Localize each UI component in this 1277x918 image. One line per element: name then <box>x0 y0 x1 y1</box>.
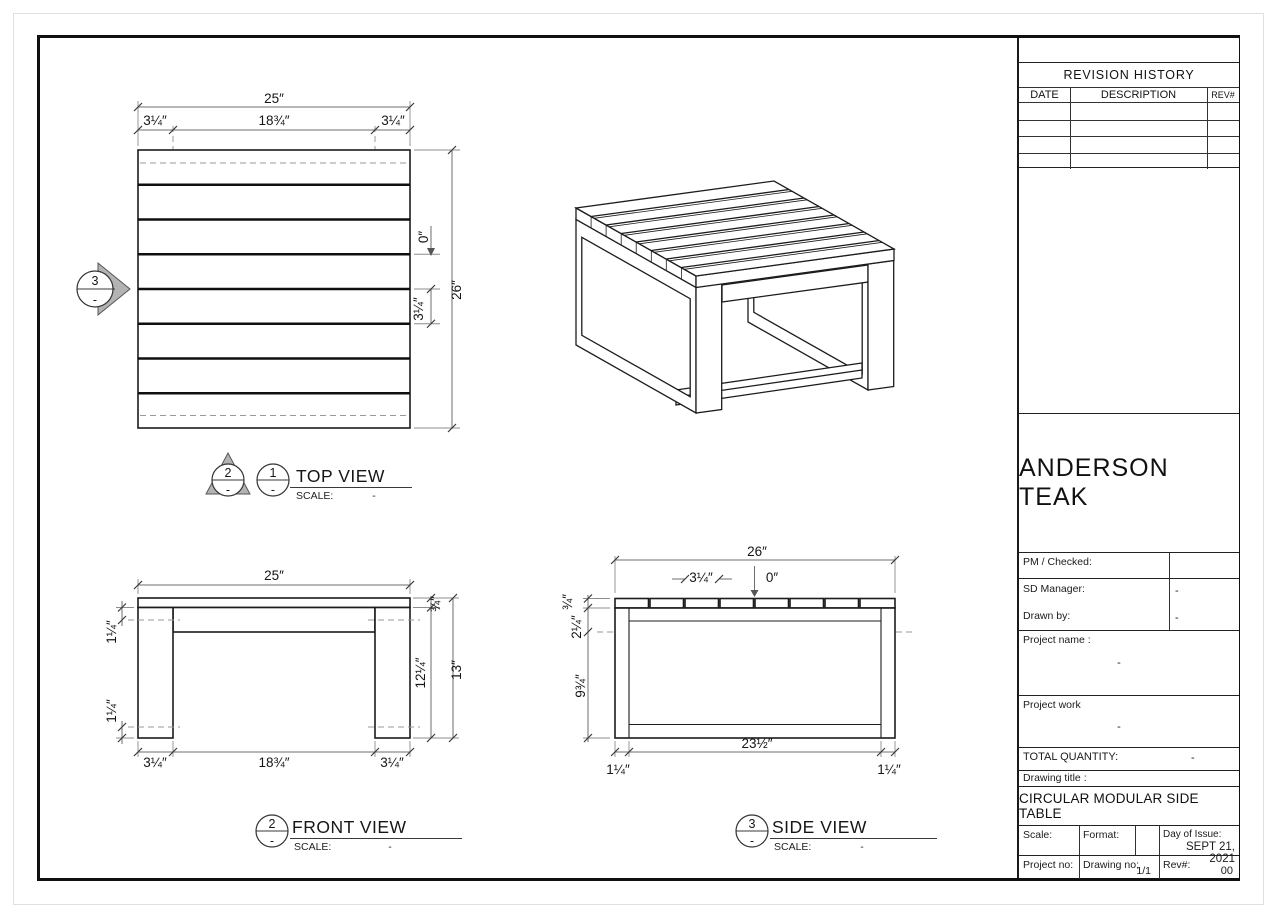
marker-sub: - <box>225 483 231 497</box>
dim-label: 26″ <box>747 544 767 559</box>
side-view-frame <box>615 608 895 738</box>
marker-sub: - <box>749 834 755 848</box>
dim-label: 18¾″ <box>258 755 290 770</box>
marker-number: 2 <box>224 466 232 480</box>
revision-col-date: DATE <box>1019 88 1070 103</box>
revision-col-divider <box>1070 88 1071 169</box>
cell-divider <box>1159 856 1160 879</box>
cell-divider <box>1079 826 1080 856</box>
section-marker-3 <box>77 263 130 315</box>
cell-divider <box>1135 826 1136 856</box>
revision-row-divider <box>1019 136 1239 137</box>
pm-checked-row <box>1019 552 1239 578</box>
drawing-title-label: Drawing title : <box>1023 772 1087 784</box>
footer-row-2 <box>1019 855 1239 878</box>
marker-sub: - <box>269 834 275 848</box>
dim-label: 13″ <box>449 660 464 680</box>
dim-label: ¾″ <box>560 593 575 611</box>
front-view-apron <box>173 608 375 633</box>
scale-value: - <box>388 841 392 853</box>
project-work-label: Project work <box>1023 699 1081 711</box>
cell-divider <box>1159 826 1160 856</box>
dim-label: 0″ <box>416 230 431 244</box>
total-quantity-label: TOTAL QUANTITY: <box>1023 751 1119 763</box>
dim-label: 0″ <box>765 570 779 585</box>
marker-number: 1 <box>269 466 277 480</box>
revision-row-divider <box>1019 153 1239 154</box>
dim-label: 26″ <box>449 280 464 300</box>
dim-label: 12¼″ <box>413 657 428 689</box>
dim-label: 1¼″ <box>606 762 630 777</box>
dim-label: 3¼″ <box>411 297 426 321</box>
dim-label: 3¼″ <box>689 570 713 585</box>
marker-sub: - <box>270 483 276 497</box>
dim-label: 3¼″ <box>143 113 167 128</box>
dim-label: 25″ <box>264 568 284 583</box>
drawn-by-value: - <box>1175 612 1179 624</box>
dim-label: 1¼″ <box>104 699 119 723</box>
drawing-no-label: Drawing no: <box>1083 859 1140 871</box>
rev-label: Rev#: <box>1163 859 1191 871</box>
cell-divider <box>1169 579 1170 631</box>
revision-col-rev: REV# <box>1207 88 1239 103</box>
dim-label: 3¼″ <box>380 755 404 770</box>
scale-label: Scale: <box>1023 829 1053 841</box>
dim-label: 25″ <box>264 91 284 106</box>
dim-label: 3¼″ <box>381 113 405 128</box>
dim-label: 2¼″ <box>569 615 584 639</box>
sd-manager-label: SD Manager: <box>1023 583 1085 595</box>
pm-checked-label: PM / Checked: <box>1023 556 1092 568</box>
marker-number: 3 <box>91 274 99 288</box>
dim-label: 23½″ <box>741 736 773 751</box>
front-view-drawing <box>104 568 464 853</box>
project-work-value: - <box>1117 721 1121 733</box>
cell-divider <box>1169 553 1170 579</box>
project-name-row <box>1019 630 1239 695</box>
front-view-top <box>138 598 410 608</box>
project-name-label: Project name : <box>1023 634 1091 646</box>
marker-number: 3 <box>748 817 756 831</box>
project-name-value: - <box>1117 657 1121 669</box>
company-name: ANDERSON TEAK <box>1019 413 1239 552</box>
project-work-row <box>1019 695 1239 747</box>
front-view-right-leg <box>375 608 410 739</box>
marker-sub: - <box>92 293 98 307</box>
marker-number: 2 <box>268 817 276 831</box>
side-view-title <box>736 815 937 853</box>
view-title: TOP VIEW <box>296 466 385 486</box>
dim-label: 1¼″ <box>877 762 901 777</box>
day-of-issue-label: Day of Issue: <box>1163 829 1222 840</box>
rev-value: 00 <box>1220 865 1233 877</box>
top-view-title <box>206 453 412 502</box>
revision-col-divider <box>1207 88 1208 169</box>
project-no-label: Project no: <box>1023 859 1074 871</box>
revision-col-description: DESCRIPTION <box>1070 88 1207 103</box>
drawing-no-value: 1/1 <box>1136 865 1151 877</box>
front-view-left-leg <box>138 608 173 739</box>
view-title: SIDE VIEW <box>772 817 867 837</box>
top-view-drawing <box>77 91 464 502</box>
total-quantity-value: - <box>1191 752 1195 764</box>
dim-label: 3¼″ <box>143 755 167 770</box>
scale-label: SCALE: <box>296 490 334 502</box>
dim-label: 18¾″ <box>258 113 290 128</box>
scale-value: - <box>372 490 376 502</box>
drawing-title-row <box>1019 770 1239 786</box>
format-label: Format: <box>1083 829 1120 841</box>
front-view-title <box>256 815 462 853</box>
drawing-title-value: CIRCULAR MODULAR SIDE TABLE <box>1019 786 1239 825</box>
isometric-view <box>576 181 894 413</box>
sd-manager-value: - <box>1175 585 1179 597</box>
title-block <box>1017 38 1239 878</box>
total-quantity-row <box>1019 747 1239 770</box>
sd-drawn-row <box>1019 578 1239 630</box>
cell-divider <box>1079 856 1080 879</box>
revision-history-title: REVISION HISTORY <box>1019 63 1239 88</box>
scale-value: - <box>860 841 864 853</box>
dim-label: 1¼″ <box>104 620 119 644</box>
day-of-issue-value: SEPT 21, 2021 <box>1185 841 1235 865</box>
side-view-slats <box>615 599 895 609</box>
revision-row-divider <box>1019 120 1239 121</box>
scale-label: SCALE: <box>294 841 332 853</box>
view-title: FRONT VIEW <box>292 817 407 837</box>
revision-history-table <box>1019 62 1239 168</box>
dim-label: 9¾″ <box>573 674 588 698</box>
side-view-drawing <box>560 544 937 853</box>
drawn-by-label: Drawn by: <box>1023 610 1071 622</box>
dim-label: ¾″ <box>428 595 443 613</box>
scale-label: SCALE: <box>774 841 812 853</box>
